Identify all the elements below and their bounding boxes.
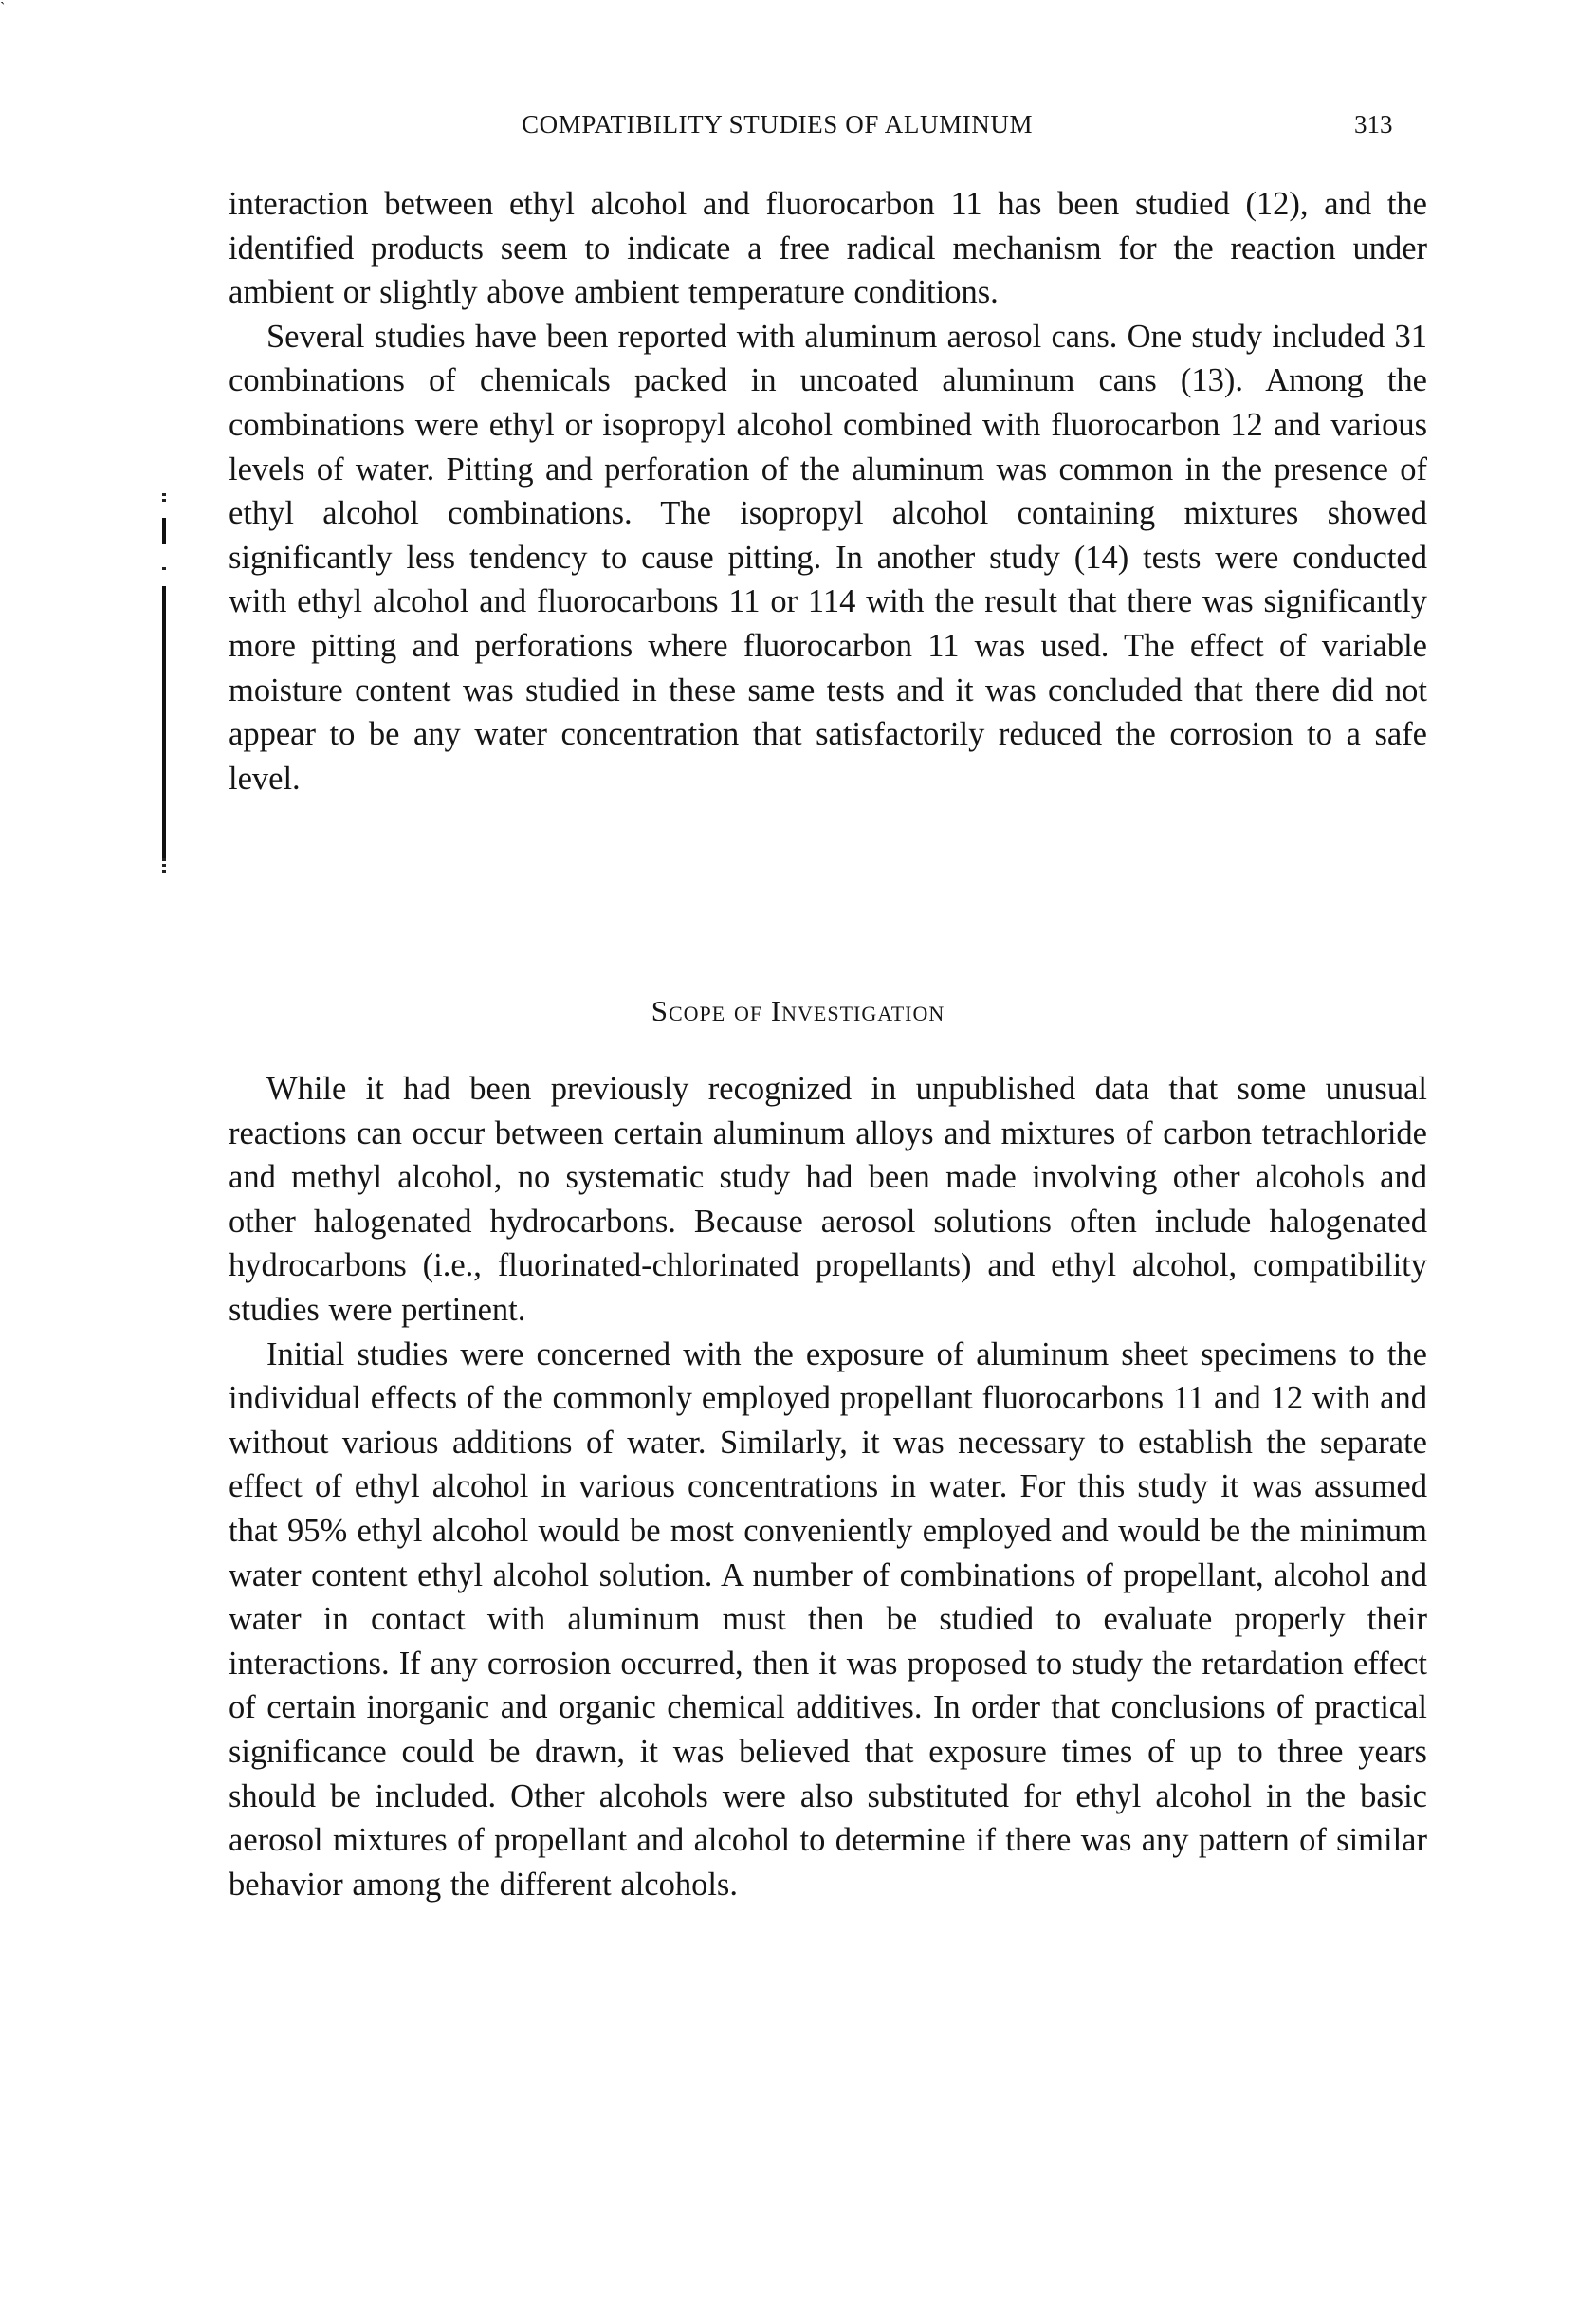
body-text-after-section — [229, 1067, 1427, 1906]
running-title: COMPATIBILITY STUDIES OF ALUMINUM — [522, 110, 1034, 138]
paragraph: interaction between ethyl alcohol and fluorocarbon 11 has been studied (12), and the identified products seem to indicate a free radical mechanism for the reaction under ambient or slightly above ambient temperature conditions. — [229, 186, 1427, 311]
paragraph: Initial studies were concerned with the exposure of aluminum sheet specimens to the individual effects of the commonly employed propellant fluorocarbons 11 and 12 with and without various additions of water. Similarly, it was necessary to establish the separate effect of ethyl alcohol in various concentrations in water. For this study it was assumed that 95% ethyl alcohol would be most conveniently employed and would be the minimum water content ethyl alcohol solution. A number of combinations of propellant, alcohol and water in contact with aluminum must then be studied to evaluate properly their interactions. If any corrosion occurred, then it was proposed to study the retardation effect of certain inorganic and organic chemical additives. In order that conclusions of practical significance could be drawn, it was believed that exposure times of up to three years should be included. Other alcohols were also substituted for ethyl alcohol in the basic aerosol mixtures of propellant and alcohol to determine if there was any pattern of similar behavior among the different alcohols. — [229, 1335, 1427, 1903]
paragraph: While it had been previously recognized in unpublished data that some unusual reactions can occur between certain aluminum alloys and mixtures of carbon tetrachloride and methyl alcohol, no systematic study had been made involving other alcohols and other halogenated hydrocarbons. Because aerosol solutions often include halogenated hydrocarbons (i.e., fluorinated-chlorinated propellants) and ethyl alcohol, compatibility studies were pertinent. — [229, 1071, 1427, 1328]
page-number: 313 — [1354, 110, 1393, 138]
margin-change-marker — [161, 567, 167, 573]
body-text-before-section — [229, 182, 1427, 801]
margin-change-bar — [162, 518, 166, 544]
margin-change-marker — [161, 493, 167, 505]
paragraph: Several studies have been reported with aluminum aerosol cans. One study included 31 combinations of chemicals packed in uncoated aluminum cans (13). Among the combinations were ethyl or isopropyl alcohol combined with fluorocarbon 12 and various levels of water. Pitting and perforation of the aluminum was common in the presence of ethyl alcohol combinations. The isopropyl alcohol containing mixtures showed significantly less tendency to cause pitting. In another study (14) tests were conducted with ethyl alcohol and fluorocarbons 11 or 114 with the result that there was significantly more pitting and perforations where fluorocarbon 11 was used. The effect of variable moisture content was studied in these same tests and it was concluded that there did not appear to be any water concentration that satisfactorily reduced the corrosion to a safe level. — [229, 318, 1427, 797]
running-head — [0, 110, 1596, 148]
margin-change-marker — [161, 858, 167, 875]
section-heading: Scope of Investigation — [651, 994, 945, 1027]
margin-change-bar — [162, 586, 166, 861]
